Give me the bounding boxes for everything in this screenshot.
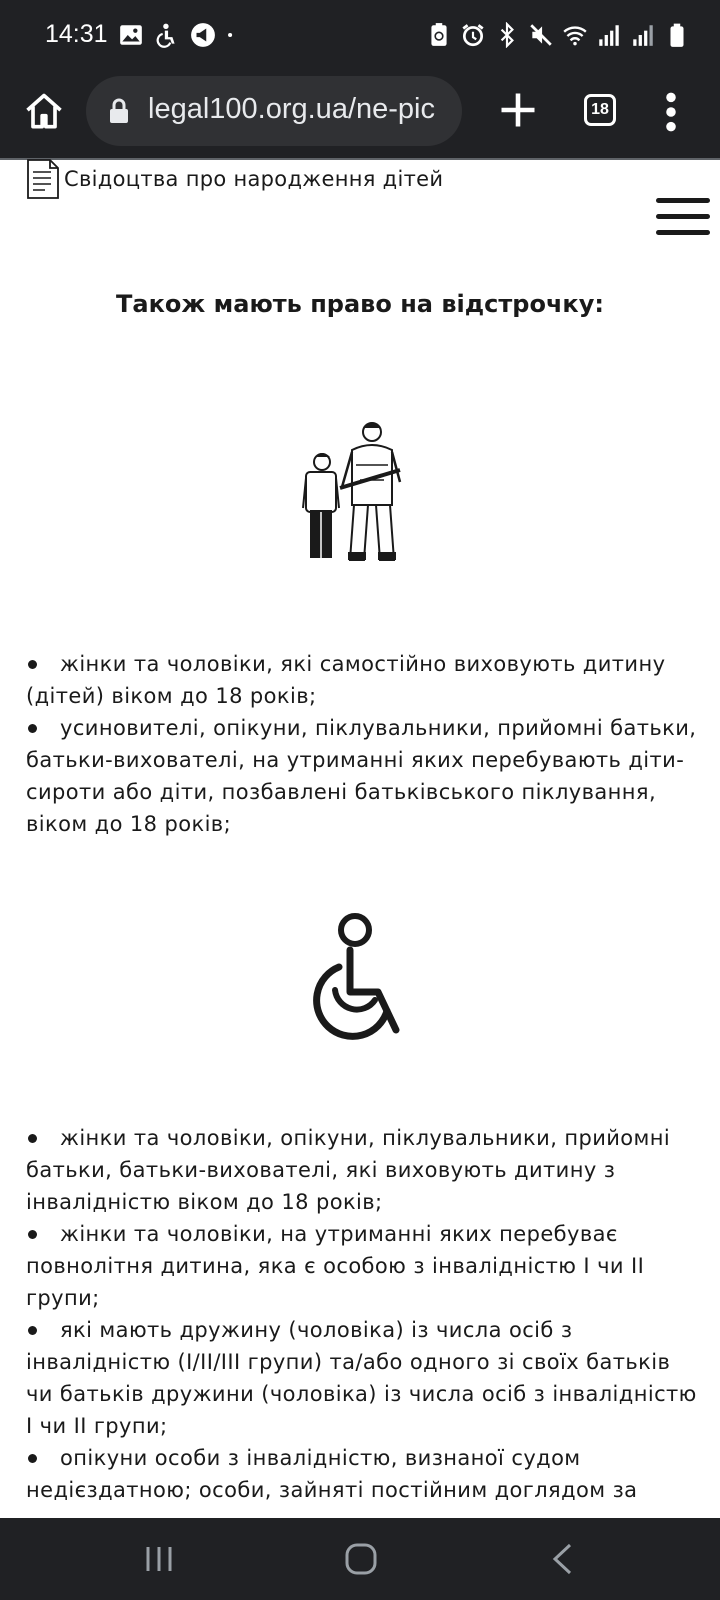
bluetooth-icon: [494, 22, 520, 48]
list-item: жінки та чоловіки, на утриманні яких перебуває повнолітня дитина, яка є особою з інвалідністю I чи II групи;: [26, 1218, 698, 1314]
accessibility-icon: [154, 22, 180, 48]
url-text: legal100.org.ua/ne-pic: [148, 93, 435, 125]
home-icon[interactable]: [22, 90, 66, 134]
document-icon: [24, 158, 62, 200]
wheelchair-icon: [305, 912, 415, 1047]
dot-icon: [226, 22, 240, 48]
browser-toolbar: [0, 72, 720, 160]
deferment-list-1: [26, 648, 698, 840]
wifi-icon: [562, 22, 588, 48]
signal-2-icon: [630, 22, 656, 48]
lock-icon: [108, 98, 130, 124]
list-item: жінки та чоловіки, опікуни, піклувальники, прийомні батьки, батьки-вихователі, які виховують дитину з інвалідністю віком до 18 років;: [26, 1122, 698, 1218]
deferment-list-2: [26, 1122, 698, 1506]
section-heading: Також мають право на відстрочку:: [116, 290, 604, 318]
back-icon[interactable]: [550, 1542, 574, 1576]
list-item: усиновителі, опікуни, піклувальники, прийомні батьки, батьки-вихователі, на утриманні яких перебувають діти-сироти або діти, позбавлені батьківського піклування, віком до 18 років;: [26, 712, 698, 840]
megaphone-icon: [190, 22, 216, 48]
list-item: опікуни особи з інвалідністю, визнаної судом недієздатною; особи, зайняті постійним доглядом за: [26, 1442, 698, 1506]
new-tab-icon[interactable]: [496, 88, 540, 132]
mute-icon: [528, 22, 554, 48]
signal-icon: [596, 22, 622, 48]
battery-saver-icon: [426, 22, 452, 48]
gallery-icon: [118, 22, 144, 48]
battery-icon: [664, 22, 690, 48]
parent-child-illustration: [300, 420, 420, 570]
list-item: жінки та чоловіки, які самостійно виховують дитину (дітей) віком до 18 років;: [26, 648, 698, 712]
status-time: 14:31: [45, 20, 108, 48]
doc-item-label: Свідоцтва про народження дітей: [64, 167, 444, 191]
tab-switcher-button[interactable]: 18: [584, 94, 616, 126]
system-navigation-bar: [0, 1518, 720, 1600]
status-bar: [0, 0, 720, 72]
recent-apps-icon[interactable]: [144, 1544, 174, 1574]
list-item: які мають дружину (чоловіка) із числа осіб з інвалідністю (I/II/III групи) та/або одного зі своїх батьків чи батьків дружини (чоловіка) із числа осіб з інвалідністю I чи II групи;: [26, 1314, 698, 1442]
alarm-icon: [460, 22, 486, 48]
address-bar[interactable]: [86, 76, 462, 146]
doc-list-item: [24, 158, 443, 200]
home-nav-icon[interactable]: [344, 1542, 378, 1576]
hamburger-menu-icon[interactable]: [656, 196, 710, 238]
overflow-menu-icon[interactable]: [656, 90, 686, 134]
